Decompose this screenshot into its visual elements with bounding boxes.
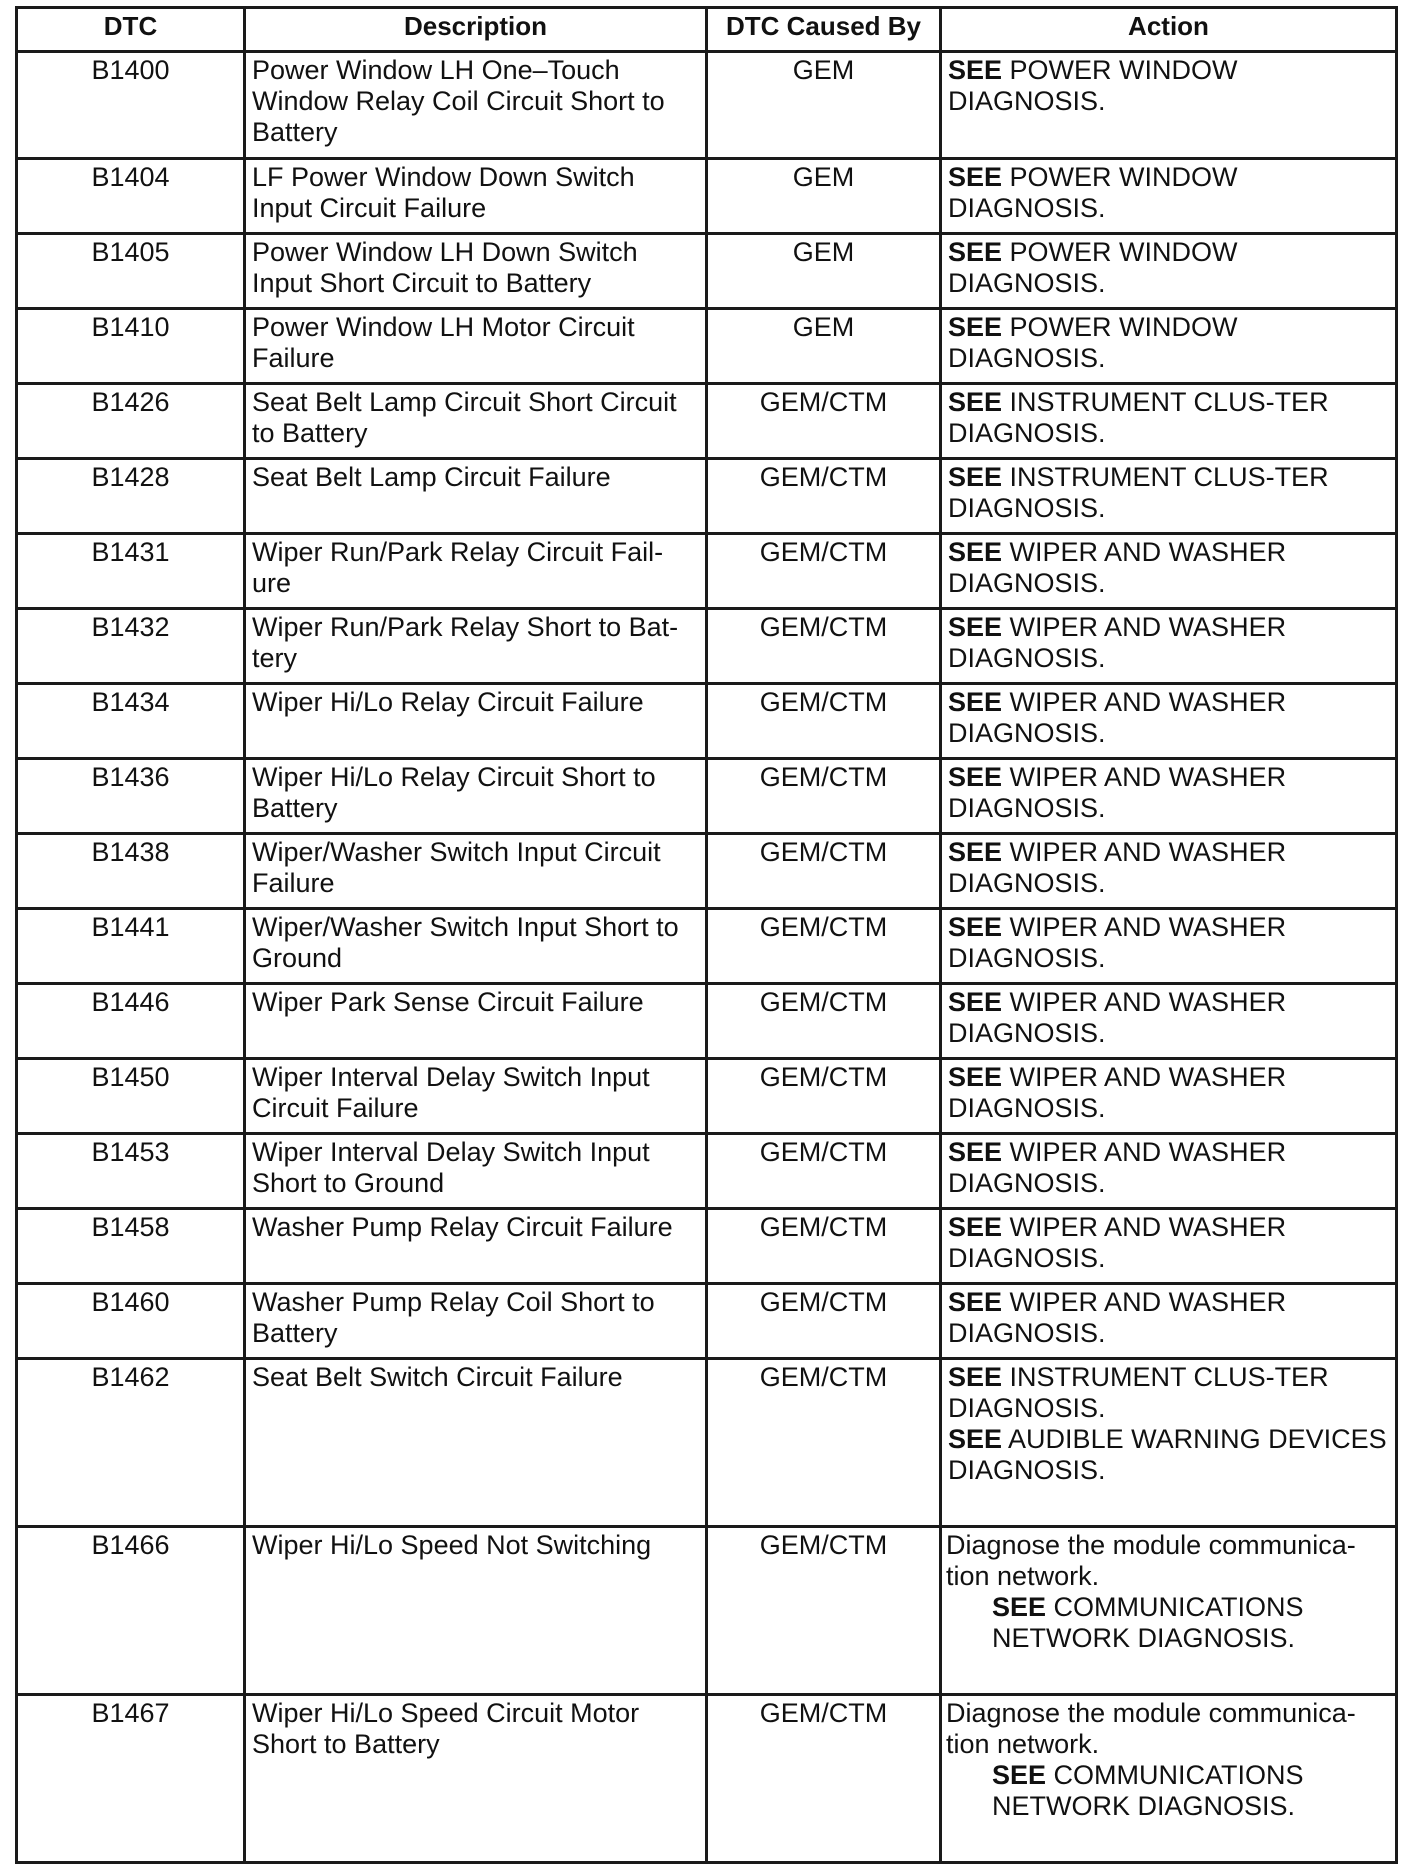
dtc-caused-by: GEM/CTM	[707, 1209, 941, 1284]
dtc-caused-by: GEM/CTM	[707, 759, 941, 834]
dtc-description: Wiper Run/Park Relay Circuit Fail-ure	[245, 534, 707, 609]
see-label: SEE	[948, 237, 1003, 267]
dtc-code: B1410	[17, 309, 245, 384]
action-target: WIPER AND WASHER DIAGNOSIS.	[948, 687, 1287, 748]
dtc-description: Power Window LH Motor Circuit Failure	[245, 309, 707, 384]
see-label: SEE	[992, 1760, 1047, 1790]
dtc-caused-by: GEM	[707, 159, 941, 234]
dtc-table	[15, 6, 1398, 1864]
table-row	[17, 1527, 1397, 1695]
dtc-description: Power Window LH Down Switch Input Short Circuit to Battery	[245, 234, 707, 309]
dtc-caused-by: GEM/CTM	[707, 534, 941, 609]
dtc-caused-by: GEM/CTM	[707, 909, 941, 984]
table-row	[17, 609, 1397, 684]
dtc-description: Wiper Hi/Lo Relay Circuit Failure	[245, 684, 707, 759]
see-label: SEE	[948, 537, 1003, 567]
dtc-action	[941, 1359, 1397, 1527]
dtc-caused-by: GEM/CTM	[707, 1695, 941, 1863]
dtc-description: Wiper/Washer Switch Input Short to Ground	[245, 909, 707, 984]
dtc-action	[941, 1059, 1397, 1134]
dtc-code: B1441	[17, 909, 245, 984]
table-row	[17, 1695, 1397, 1863]
header-description: Description	[245, 8, 707, 52]
action-target: INSTRUMENT CLUS-TER DIAGNOSIS.	[948, 462, 1329, 523]
dtc-code: B1467	[17, 1695, 245, 1863]
table-row	[17, 309, 1397, 384]
dtc-caused-by: GEM/CTM	[707, 1284, 941, 1359]
dtc-action	[941, 234, 1397, 309]
dtc-action	[941, 52, 1397, 159]
dtc-action	[941, 534, 1397, 609]
dtc-action	[941, 909, 1397, 984]
action-intro: Diagnose the module communica-tion network.	[946, 1698, 1356, 1759]
dtc-code: B1428	[17, 459, 245, 534]
dtc-caused-by: GEM	[707, 234, 941, 309]
dtc-code: B1450	[17, 1059, 245, 1134]
dtc-code: B1426	[17, 384, 245, 459]
dtc-caused-by: GEM/CTM	[707, 684, 941, 759]
dtc-action	[941, 834, 1397, 909]
dtc-action	[941, 984, 1397, 1059]
dtc-code: B1458	[17, 1209, 245, 1284]
see-label: SEE	[948, 1362, 1003, 1392]
dtc-description: Wiper Interval Delay Switch Input Circuit Failure	[245, 1059, 707, 1134]
dtc-action	[941, 1134, 1397, 1209]
action-target: WIPER AND WASHER DIAGNOSIS.	[948, 837, 1287, 898]
dtc-description: Wiper Hi/Lo Speed Circuit Motor Short to Battery	[245, 1695, 707, 1863]
action-target: INSTRUMENT CLUS-TER DIAGNOSIS.	[948, 1362, 1329, 1423]
action-target: POWER WINDOW DIAGNOSIS.	[948, 312, 1238, 373]
see-label: SEE	[948, 1062, 1003, 1092]
dtc-description: Wiper/Washer Switch Input Circuit Failure	[245, 834, 707, 909]
table-row	[17, 1284, 1397, 1359]
dtc-code: B1460	[17, 1284, 245, 1359]
action-target: POWER WINDOW DIAGNOSIS.	[948, 237, 1238, 298]
dtc-code: B1432	[17, 609, 245, 684]
action-intro: Diagnose the module communica-tion network.	[946, 1530, 1356, 1591]
table-row	[17, 834, 1397, 909]
see-label: SEE	[948, 687, 1003, 717]
dtc-description: Seat Belt Switch Circuit Failure	[245, 1359, 707, 1527]
dtc-action	[941, 309, 1397, 384]
dtc-code: B1466	[17, 1527, 245, 1695]
see-label: SEE	[992, 1592, 1047, 1622]
table-row	[17, 1209, 1397, 1284]
action-line	[946, 1760, 1389, 1822]
dtc-code: B1434	[17, 684, 245, 759]
dtc-action	[941, 384, 1397, 459]
dtc-action	[941, 1527, 1397, 1695]
table-row	[17, 459, 1397, 534]
action-target: POWER WINDOW DIAGNOSIS.	[948, 162, 1238, 223]
dtc-code: B1405	[17, 234, 245, 309]
dtc-caused-by: GEM/CTM	[707, 1527, 941, 1695]
table-row	[17, 759, 1397, 834]
dtc-action	[941, 684, 1397, 759]
action-target: WIPER AND WASHER DIAGNOSIS.	[948, 912, 1287, 973]
dtc-description: Power Window LH One–Touch Window Relay Coil Circuit Short to Battery	[245, 52, 707, 159]
table-header	[17, 8, 1397, 52]
see-label: SEE	[948, 762, 1003, 792]
dtc-code: B1431	[17, 534, 245, 609]
see-label: SEE	[948, 1287, 1003, 1317]
dtc-caused-by: GEM/CTM	[707, 384, 941, 459]
dtc-code: B1453	[17, 1134, 245, 1209]
dtc-code: B1404	[17, 159, 245, 234]
dtc-caused-by: GEM/CTM	[707, 609, 941, 684]
dtc-action	[941, 159, 1397, 234]
dtc-description: Wiper Interval Delay Switch Input Short to Ground	[245, 1134, 707, 1209]
dtc-caused-by: GEM/CTM	[707, 1059, 941, 1134]
table-row	[17, 384, 1397, 459]
dtc-caused-by: GEM/CTM	[707, 834, 941, 909]
dtc-caused-by: GEM/CTM	[707, 984, 941, 1059]
header-dtc-caused-by: DTC Caused By	[707, 8, 941, 52]
see-label: SEE	[948, 987, 1003, 1017]
dtc-code: B1462	[17, 1359, 245, 1527]
see-label: SEE	[948, 312, 1003, 342]
dtc-description: Seat Belt Lamp Circuit Short Circuit to Battery	[245, 384, 707, 459]
dtc-description: LF Power Window Down Switch Input Circuit Failure	[245, 159, 707, 234]
see-label: SEE	[948, 612, 1003, 642]
dtc-code: B1400	[17, 52, 245, 159]
dtc-description: Seat Belt Lamp Circuit Failure	[245, 459, 707, 534]
table-row	[17, 909, 1397, 984]
action-target: COMMUNICATIONS NETWORK DIAGNOSIS.	[992, 1760, 1304, 1821]
dtc-description: Washer Pump Relay Circuit Failure	[245, 1209, 707, 1284]
action-line	[948, 1424, 1389, 1486]
header-dtc: DTC	[17, 8, 245, 52]
see-label: SEE	[948, 387, 1003, 417]
see-label: SEE	[948, 912, 1003, 942]
action-target: WIPER AND WASHER DIAGNOSIS.	[948, 1062, 1287, 1123]
action-target: WIPER AND WASHER DIAGNOSIS.	[948, 537, 1287, 598]
dtc-caused-by: GEM/CTM	[707, 1359, 941, 1527]
see-label: SEE	[948, 462, 1003, 492]
table-row	[17, 159, 1397, 234]
action-target: WIPER AND WASHER DIAGNOSIS.	[948, 1137, 1287, 1198]
dtc-action	[941, 609, 1397, 684]
dtc-caused-by: GEM	[707, 309, 941, 384]
dtc-description: Wiper Hi/Lo Speed Not Switching	[245, 1527, 707, 1695]
see-label: SEE	[948, 55, 1003, 85]
dtc-description: Wiper Run/Park Relay Short to Bat-tery	[245, 609, 707, 684]
see-label: SEE	[948, 837, 1003, 867]
table-row	[17, 234, 1397, 309]
action-line	[946, 1592, 1389, 1654]
table-row	[17, 534, 1397, 609]
see-label: SEE	[948, 1137, 1003, 1167]
header-action: Action	[941, 8, 1397, 52]
action-target: POWER WINDOW DIAGNOSIS.	[948, 55, 1238, 116]
table-row	[17, 984, 1397, 1059]
action-line	[948, 1362, 1389, 1424]
action-target: WIPER AND WASHER DIAGNOSIS.	[948, 1212, 1287, 1273]
table-row	[17, 684, 1397, 759]
dtc-code: B1438	[17, 834, 245, 909]
dtc-action	[941, 1695, 1397, 1863]
table-row	[17, 1359, 1397, 1527]
dtc-code: B1446	[17, 984, 245, 1059]
table-row	[17, 1134, 1397, 1209]
dtc-code: B1436	[17, 759, 245, 834]
see-label: SEE	[948, 1424, 1003, 1454]
dtc-caused-by: GEM	[707, 52, 941, 159]
dtc-description: Washer Pump Relay Coil Short to Battery	[245, 1284, 707, 1359]
see-label: SEE	[948, 1212, 1003, 1242]
table-row	[17, 52, 1397, 159]
action-target: AUDIBLE WARNING DEVICES DIAGNOSIS.	[948, 1424, 1387, 1485]
dtc-action	[941, 459, 1397, 534]
see-label: SEE	[948, 162, 1003, 192]
dtc-description: Wiper Park Sense Circuit Failure	[245, 984, 707, 1059]
dtc-caused-by: GEM/CTM	[707, 459, 941, 534]
dtc-caused-by: GEM/CTM	[707, 1134, 941, 1209]
action-target: INSTRUMENT CLUS-TER DIAGNOSIS.	[948, 387, 1329, 448]
action-target: WIPER AND WASHER DIAGNOSIS.	[948, 762, 1287, 823]
table-row	[17, 1059, 1397, 1134]
dtc-description: Wiper Hi/Lo Relay Circuit Short to Battery	[245, 759, 707, 834]
dtc-action	[941, 759, 1397, 834]
dtc-action	[941, 1209, 1397, 1284]
action-target: COMMUNICATIONS NETWORK DIAGNOSIS.	[992, 1592, 1304, 1653]
action-target: WIPER AND WASHER DIAGNOSIS.	[948, 987, 1287, 1048]
action-target: WIPER AND WASHER DIAGNOSIS.	[948, 612, 1287, 673]
action-target: WIPER AND WASHER DIAGNOSIS.	[948, 1287, 1287, 1348]
dtc-action	[941, 1284, 1397, 1359]
